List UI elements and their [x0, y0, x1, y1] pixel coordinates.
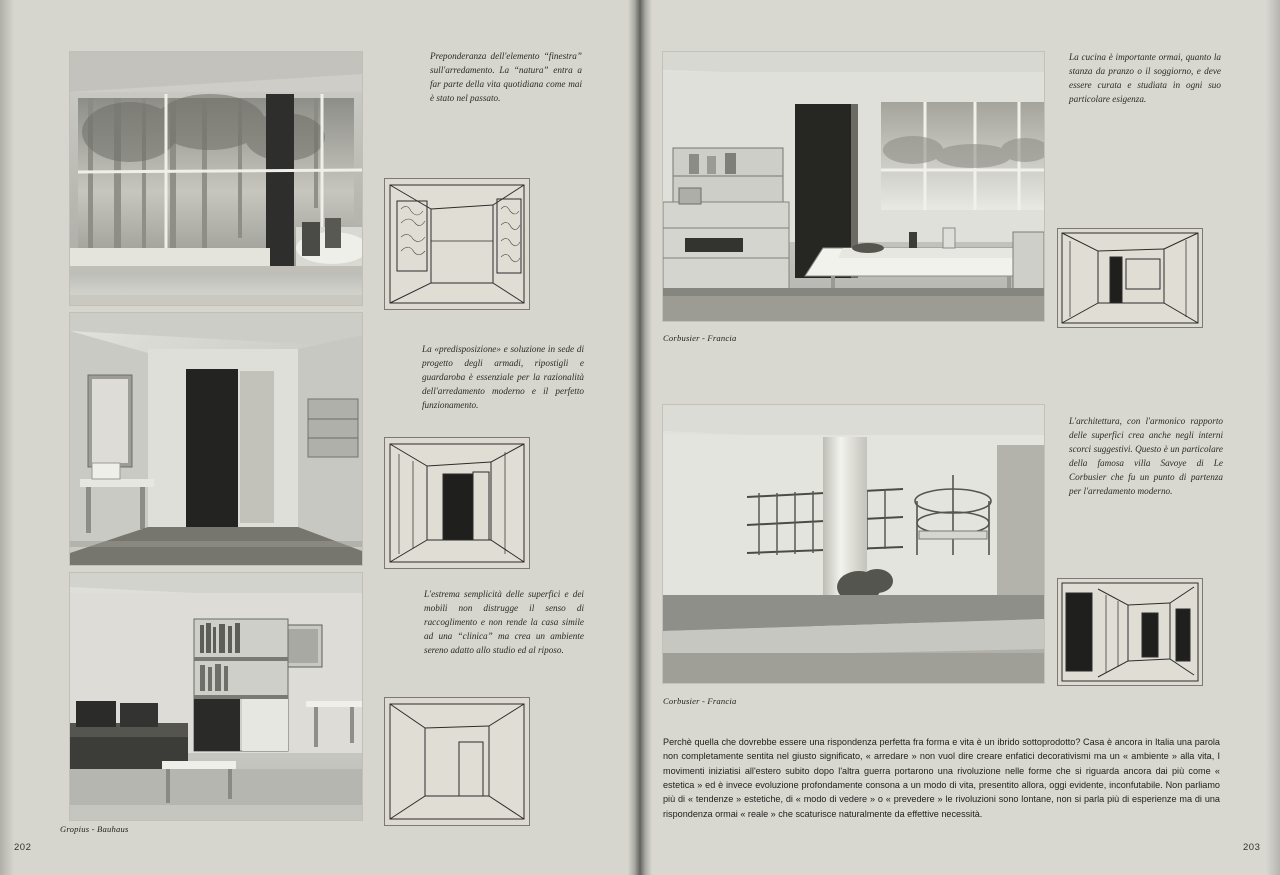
photo-interior-with-wardrobes — [70, 313, 362, 565]
article-body-text: Perchè quella che dovrebbe essere una rispondenza perfetta fra forma e vita è un ibrido sottoprodotto? Casa è ancora in Italia una parola non completamente sentita nel giusto significato, « arredare » non vuol dire creare enfatici decorativismi ma un « ambiente » alla vita, I movimenti iniziatisi all'estero subito dopo l'altra guerra portarono una rivoluzione nelle forme che si riguarda ancora dai più come « estetica » ed è invece evoluzione profondamente consona a un modo di vita, presentito allora, oggi evidente, inconfutabile. Non parliamo più di « tendenze » estetiche, di « modo di vedere » o « prevedere » le rivoluzioni sono lontane, non si parla più di esperienze ma di una rispondenza ormai « reale » che scaturisce naturalmente da effettive necessità. — [663, 737, 1220, 819]
folio-right: 203 — [1243, 842, 1261, 853]
credit-corbusier-kitchen: Corbusier - Francia — [663, 333, 737, 343]
line-drawing-empty-room — [384, 697, 530, 826]
line-drawing-kitchen-perspective — [1057, 228, 1203, 328]
credit-gropius: Gropius - Bauhaus — [60, 824, 129, 834]
left-edge-shading — [0, 0, 14, 875]
caption-wardrobes: La «predisposizione» e soluzione in sede di progetto degli armadi, ripostigli e guardaroba è essenziale per la razionalità dell'arredamento moderno e il perfetto funzionamento. — [422, 344, 584, 410]
page-gutter-shadow — [628, 0, 652, 875]
line-drawing-villa-interior-perspective — [1057, 578, 1203, 686]
photo-kitchen-interior — [663, 52, 1044, 321]
photo-villa-savoye-ramp-interior — [663, 405, 1044, 683]
caption-simplicity: L'estrema semplicità delle superfici e dei mobili non distrugge il senso di raccoglimento e non rende la casa simile ad una “clinica” ma crea un ambiente sereno adatto allo studio ed al riposo. — [424, 589, 584, 655]
folio-left: 202 — [14, 842, 32, 853]
caption-architecture: L'architettura, con l'armonico rapporto delle superfici crea anche negli interni scorci suggestivi. Questo è un particolare della famosa villa Savoye di Le Corbusier che fu un punto di partenza per l'arredamento moderno. — [1069, 416, 1223, 496]
credit-corbusier-villa: Corbusier - Francia — [663, 696, 737, 706]
photo-living-room-with-bookshelf — [70, 573, 362, 820]
right-edge-shading — [1266, 0, 1280, 875]
photo-interior-with-forest-window — [70, 52, 362, 305]
line-drawing-window-wall — [384, 178, 530, 310]
caption-kitchen: La cucina è importante ormai, quanto la stanza da pranzo o il soggiorno, e deve essere curata e studiata in ogni suo particolare esigenza. — [1069, 52, 1221, 104]
line-drawing-wardrobe-corner — [384, 437, 530, 569]
caption-window-element: Preponderanza dell'elemento “finestra” sull'arredamento. La “natura” entra a far parte della vita quotidiana come mai è stato nel passato. — [430, 51, 582, 103]
